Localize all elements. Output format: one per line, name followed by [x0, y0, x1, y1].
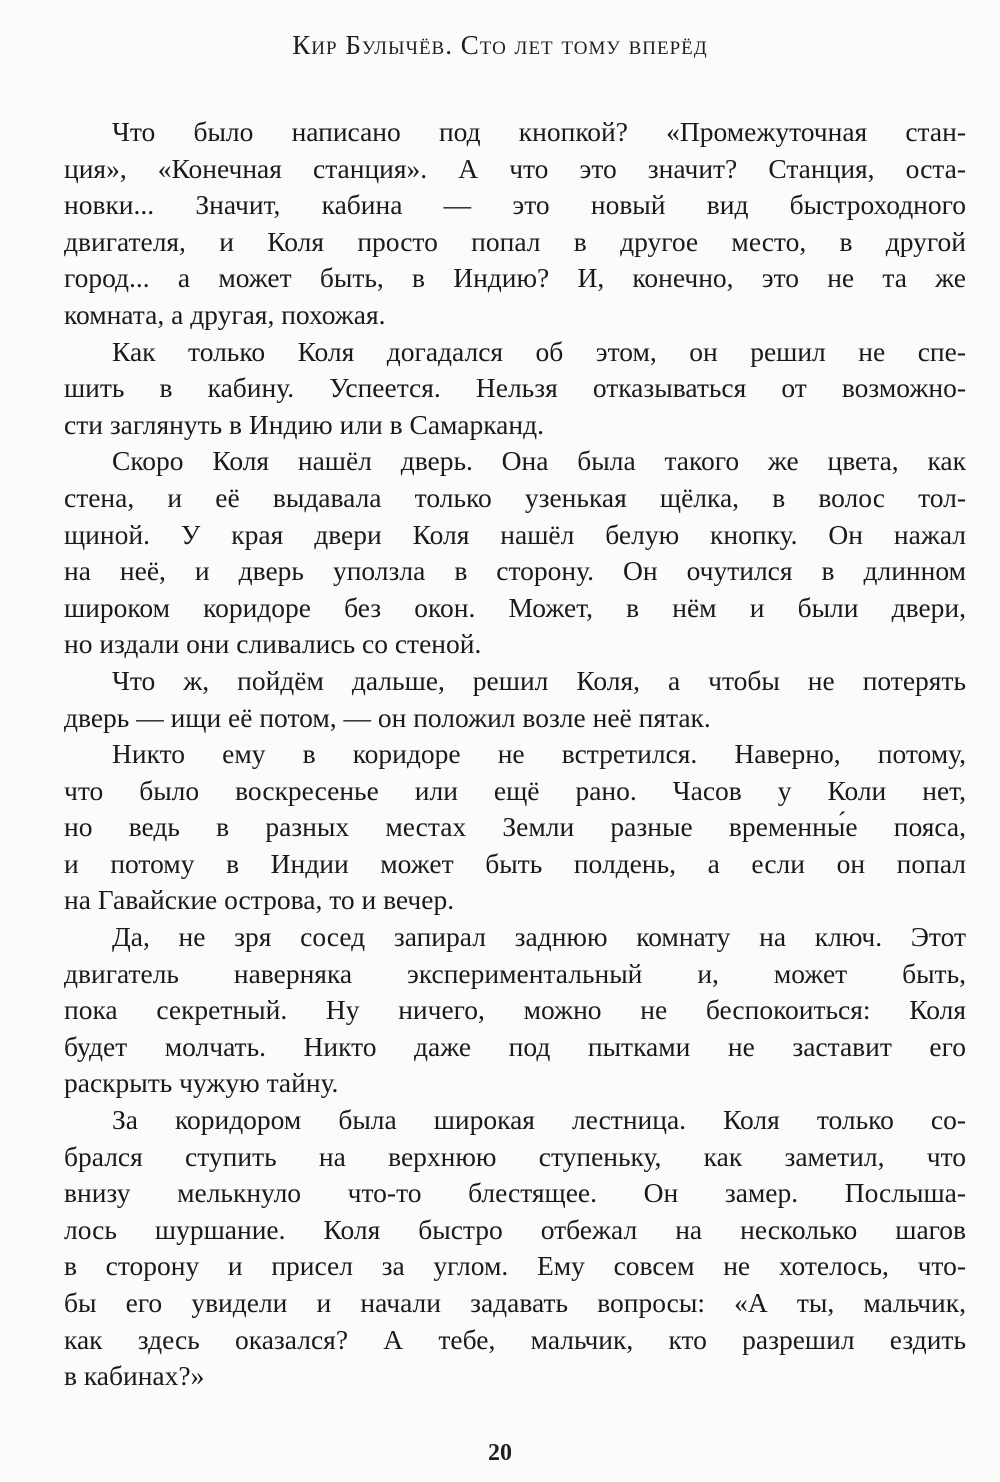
text-line: двигателя, и Коля просто попал в другое место, в другой	[64, 225, 966, 257]
text-line: Что было написано под кнопкой? «Промежуточная стан-	[112, 116, 966, 147]
text-line: город... а может быть, в Индию? И, конечно, это не та же	[64, 262, 966, 294]
text-line: но издали они сливались со стеной.	[64, 628, 482, 660]
paragraph-2	[64, 334, 966, 444]
text-line: сти заглянуть в Индию или в Самарканд.	[64, 408, 544, 440]
text-line: будет молчать. Никто даже под пытками не заставит его	[64, 1030, 966, 1062]
paragraph-5	[64, 736, 966, 919]
text-line: пока секретный. Ну ничего, можно не беспокоиться: Коля	[64, 994, 966, 1026]
running-head: Кир Булычёв. Сто лет тому вперёд	[292, 30, 708, 60]
text-line: ция», «Конечная станция». А что это значит? Станция, оста-	[64, 152, 966, 184]
text-line: дверь — ищи её потом, — он положил возле неё пятак.	[64, 701, 711, 733]
text-line: лось шуршание. Коля быстро отбежал на несколько шагов	[64, 1213, 966, 1245]
text-line: комната, а другая, похожая.	[64, 298, 386, 330]
text-line: в сторону и присел за углом. Ему совсем не хотелось, что-	[64, 1250, 966, 1282]
text-line: внизу мелькнуло что-то блестящее. Он замер. Послыша-	[64, 1177, 966, 1209]
text-line: За коридором была широкая лестница. Коля только со-	[112, 1104, 966, 1136]
paragraph-3	[64, 443, 966, 663]
text-line: новки... Значит, кабина — это новый вид быстроходного	[64, 189, 966, 221]
text-line: раскрыть чужую тайну.	[64, 1067, 339, 1099]
text-line: что было воскресенье или ещё рано. Часов у Коли нет,	[64, 774, 966, 806]
text-line: бы его увидели и начали задавать вопросы: «А ты, мальчик,	[64, 1287, 966, 1318]
paragraph-1	[64, 114, 966, 334]
body-text	[64, 114, 966, 1395]
text-line: но ведь в разных местах Земли разные временны́е пояса,	[64, 811, 966, 843]
text-line: брался ступить на верхнюю ступеньку, как заметил, что	[64, 1140, 966, 1172]
text-line: Никто ему в коридоре не встретился. Наверно, потому,	[112, 738, 966, 770]
paragraph-4	[64, 663, 966, 736]
text-line: Скоро Коля нашёл дверь. Она была такого же цвета, как	[112, 445, 966, 477]
paragraph-6	[64, 919, 966, 1102]
text-line: Как только Коля догадался об этом, он решил не спе-	[112, 335, 966, 367]
text-line: в кабинах?»	[64, 1360, 205, 1392]
text-line: щиной. У края двери Коля нашёл белую кнопку. Он нажал	[64, 518, 966, 550]
text-line: на Гавайские острова, то и вечер.	[64, 884, 455, 916]
text-line: шить в кабину. Успеется. Нельзя отказываться от возможно-	[64, 372, 966, 404]
text-line: Да, не зря сосед запирал заднюю комнату на ключ. Этот	[112, 921, 966, 953]
text-line: и потому в Индии может быть полдень, а если он попал	[64, 847, 966, 879]
text-line: на неё, и дверь уползла в сторону. Он очутился в длинном	[64, 555, 966, 587]
text-line: стена, и её выдавала только узенькая щёлка, в волос тол-	[64, 481, 966, 513]
paragraph-7	[64, 1102, 966, 1395]
page-number: 20	[488, 1440, 512, 1466]
text-line: широком коридоре без окон. Может, в нём и были двери,	[64, 591, 966, 623]
text-line: Что ж, пойдём дальше, решил Коля, а чтобы не потерять	[112, 664, 966, 696]
text-line: как здесь оказался? А тебе, мальчик, кто разрешил ездить	[64, 1323, 966, 1355]
text-line: двигатель наверняка экспериментальный и, может быть,	[64, 957, 966, 989]
